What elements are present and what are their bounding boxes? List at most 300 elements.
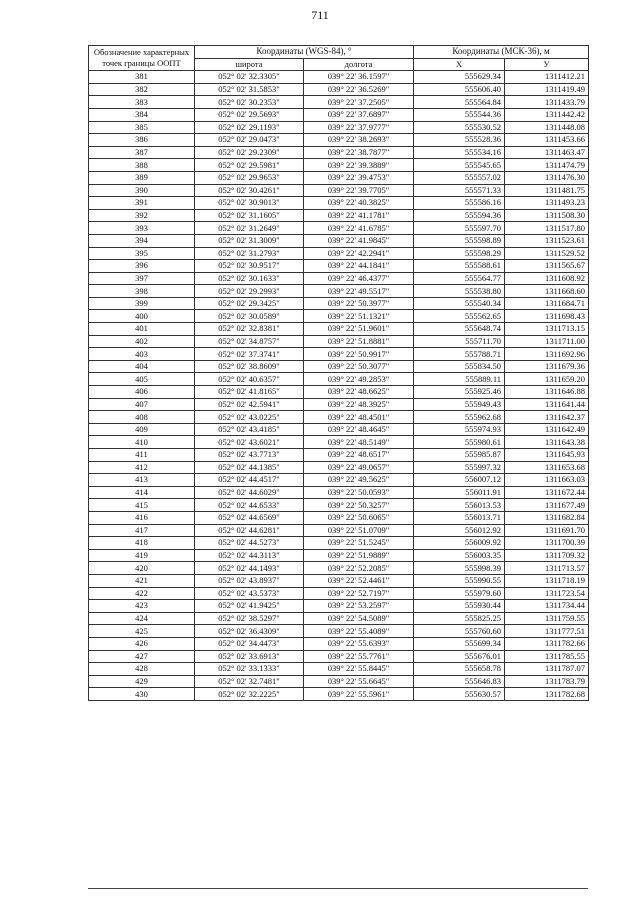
- coordinates-table: [88, 45, 589, 701]
- table-row: [89, 386, 589, 399]
- y-cell: 1311692.96: [505, 348, 589, 361]
- longitude-cell: 039° 22' 50.3257": [304, 499, 414, 512]
- latitude-cell: 052° 02' 44.4517": [195, 474, 304, 487]
- x-cell: 555571.33: [414, 184, 505, 197]
- point-number-cell: 429: [89, 675, 195, 688]
- longitude-cell: 039° 22' 41.9845": [304, 234, 414, 247]
- point-number-cell: 415: [89, 499, 195, 512]
- point-number-cell: 420: [89, 562, 195, 575]
- point-number-cell: 398: [89, 285, 195, 298]
- y-cell: 1311463.47: [505, 146, 589, 159]
- longitude-cell: 039° 22' 51.0709": [304, 524, 414, 537]
- table-row: [89, 297, 589, 310]
- latitude-cell: 052° 02' 30.9013": [195, 197, 304, 210]
- longitude-cell: 039° 22' 55.8445": [304, 663, 414, 676]
- latitude-cell: 052° 02' 43.4185": [195, 423, 304, 436]
- longitude-cell: 039° 22' 52.4461": [304, 574, 414, 587]
- latitude-cell: 052° 02' 41.8165": [195, 386, 304, 399]
- point-number-cell: 425: [89, 625, 195, 638]
- longitude-cell: 039° 22' 39.4753": [304, 171, 414, 184]
- x-cell: 555588.61: [414, 260, 505, 273]
- point-number-cell: 395: [89, 247, 195, 260]
- y-cell: 1311659.20: [505, 373, 589, 386]
- table-row: [89, 247, 589, 260]
- point-number-cell: 390: [89, 184, 195, 197]
- x-header: X: [414, 58, 505, 71]
- y-cell: 1311759.55: [505, 612, 589, 625]
- point-number-cell: 383: [89, 96, 195, 109]
- x-cell: 555699.34: [414, 637, 505, 650]
- latitude-cell: 052° 02' 29.0473": [195, 134, 304, 147]
- point-number-cell: 410: [89, 436, 195, 449]
- point-number-cell: 393: [89, 222, 195, 235]
- longitude-cell: 039° 22' 55.4089": [304, 625, 414, 638]
- x-cell: 555974.93: [414, 423, 505, 436]
- x-cell: 555990.55: [414, 574, 505, 587]
- y-cell: 1311723.54: [505, 587, 589, 600]
- latitude-cell: 052° 02' 30.4261": [195, 184, 304, 197]
- x-cell: 555648.74: [414, 323, 505, 336]
- y-cell: 1311493.23: [505, 197, 589, 210]
- x-cell: 555979.60: [414, 587, 505, 600]
- latitude-cell: 052° 02' 31.3009": [195, 234, 304, 247]
- y-cell: 1311642.37: [505, 411, 589, 424]
- point-number-cell: 394: [89, 234, 195, 247]
- latitude-cell: 052° 02' 32.7481": [195, 675, 304, 688]
- x-cell: 555825.25: [414, 612, 505, 625]
- point-number-cell: 414: [89, 486, 195, 499]
- longitude-cell: 039° 22' 55.6393": [304, 637, 414, 650]
- y-cell: 1311711.00: [505, 335, 589, 348]
- point-number-cell: 412: [89, 461, 195, 474]
- point-number-cell: 417: [89, 524, 195, 537]
- y-cell: 1311785.55: [505, 650, 589, 663]
- table-row: [89, 360, 589, 373]
- point-number-cell: 406: [89, 386, 195, 399]
- table-row: [89, 449, 589, 462]
- table-row: [89, 612, 589, 625]
- table-row: [89, 688, 589, 701]
- x-cell: 555834.50: [414, 360, 505, 373]
- point-number-cell: 423: [89, 600, 195, 613]
- point-number-cell: 403: [89, 348, 195, 361]
- longitude-cell: 039° 22' 50.9917": [304, 348, 414, 361]
- x-cell: 555925.46: [414, 386, 505, 399]
- x-cell: 555540.34: [414, 297, 505, 310]
- point-number-cell: 424: [89, 612, 195, 625]
- table-row: [89, 398, 589, 411]
- y-cell: 1311691.70: [505, 524, 589, 537]
- table-row: [89, 260, 589, 273]
- longitude-cell: 039° 22' 49.2853": [304, 373, 414, 386]
- point-number-cell: 419: [89, 549, 195, 562]
- point-number-cell: 430: [89, 688, 195, 701]
- table-row: [89, 121, 589, 134]
- longitude-cell: 039° 22' 51.5245": [304, 537, 414, 550]
- x-cell: 555597.70: [414, 222, 505, 235]
- longitude-cell: 039° 22' 39.7705": [304, 184, 414, 197]
- point-number-cell: 396: [89, 260, 195, 273]
- longitude-cell: 039° 22' 55.7761": [304, 650, 414, 663]
- table-row: [89, 637, 589, 650]
- x-cell: 555534.16: [414, 146, 505, 159]
- msk-header: Координаты (МСК-36), м: [414, 46, 589, 59]
- table-row: [89, 310, 589, 323]
- footer-rule: [88, 888, 588, 889]
- y-cell: 1311679.36: [505, 360, 589, 373]
- y-cell: 1311608.92: [505, 272, 589, 285]
- table-row: [89, 474, 589, 487]
- longitude-cell: 039° 22' 53.2597": [304, 600, 414, 613]
- point-number-cell: 400: [89, 310, 195, 323]
- y-cell: 1311672.44: [505, 486, 589, 499]
- table-row: [89, 209, 589, 222]
- longitude-cell: 039° 22' 52.7197": [304, 587, 414, 600]
- lon-header: долгота: [304, 58, 414, 71]
- table-row: [89, 574, 589, 587]
- latitude-cell: 052° 02' 42.5941": [195, 398, 304, 411]
- y-cell: 1311448.08: [505, 121, 589, 134]
- point-number-cell: 384: [89, 108, 195, 121]
- x-cell: 555658.78: [414, 663, 505, 676]
- x-cell: 555949.43: [414, 398, 505, 411]
- x-cell: 555997.32: [414, 461, 505, 474]
- point-number-cell: 404: [89, 360, 195, 373]
- latitude-cell: 052° 02' 43.5373": [195, 587, 304, 600]
- y-cell: 1311668.60: [505, 285, 589, 298]
- x-cell: 555930.44: [414, 600, 505, 613]
- latitude-cell: 052° 02' 37.3741": [195, 348, 304, 361]
- longitude-cell: 039° 22' 40.3825": [304, 197, 414, 210]
- x-cell: 556011.91: [414, 486, 505, 499]
- latitude-cell: 052° 02' 34.8757": [195, 335, 304, 348]
- y-cell: 1311700.39: [505, 537, 589, 550]
- y-cell: 1311641.44: [505, 398, 589, 411]
- y-cell: 1311643.38: [505, 436, 589, 449]
- y-cell: 1311782.68: [505, 688, 589, 701]
- y-cell: 1311713.15: [505, 323, 589, 336]
- point-number-cell: 416: [89, 511, 195, 524]
- x-cell: 556007.12: [414, 474, 505, 487]
- longitude-cell: 039° 22' 50.6065": [304, 511, 414, 524]
- table-row: [89, 537, 589, 550]
- x-cell: 555646.83: [414, 675, 505, 688]
- longitude-cell: 039° 22' 54.5089": [304, 612, 414, 625]
- point-number-cell: 389: [89, 171, 195, 184]
- point-number-cell: 385: [89, 121, 195, 134]
- latitude-cell: 052° 02' 44.1493": [195, 562, 304, 575]
- table-row: [89, 663, 589, 676]
- point-number-cell: 388: [89, 159, 195, 172]
- latitude-cell: 052° 02' 33.1333": [195, 663, 304, 676]
- x-cell: 555598.29: [414, 247, 505, 260]
- point-number-cell: 418: [89, 537, 195, 550]
- point-number-cell: 428: [89, 663, 195, 676]
- latitude-cell: 052° 02' 29.2993": [195, 285, 304, 298]
- points-header: Обозначение характерных точек границы ООПТ: [89, 46, 195, 71]
- latitude-cell: 052° 02' 33.6913": [195, 650, 304, 663]
- table-row: [89, 285, 589, 298]
- latitude-cell: 052° 02' 38.8609": [195, 360, 304, 373]
- latitude-cell: 052° 02' 43.0225": [195, 411, 304, 424]
- longitude-cell: 039° 22' 36.1597": [304, 71, 414, 84]
- table-row: [89, 171, 589, 184]
- longitude-cell: 039° 22' 51.1321": [304, 310, 414, 323]
- point-number-cell: 401: [89, 323, 195, 336]
- x-cell: 555562.65: [414, 310, 505, 323]
- x-cell: 556013.53: [414, 499, 505, 512]
- longitude-cell: 039° 22' 36.5269": [304, 83, 414, 96]
- point-number-cell: 392: [89, 209, 195, 222]
- longitude-cell: 039° 22' 39.3889": [304, 159, 414, 172]
- table-row: [89, 146, 589, 159]
- longitude-cell: 039° 22' 50.3077": [304, 360, 414, 373]
- latitude-cell: 052° 02' 44.6533": [195, 499, 304, 512]
- longitude-cell: 039° 22' 46.4377": [304, 272, 414, 285]
- lat-header: широта: [195, 58, 304, 71]
- latitude-cell: 052° 02' 29.1193": [195, 121, 304, 134]
- longitude-cell: 039° 22' 48.6517": [304, 449, 414, 462]
- point-number-cell: 386: [89, 134, 195, 147]
- x-cell: 555530.52: [414, 121, 505, 134]
- latitude-cell: 052° 02' 38.5297": [195, 612, 304, 625]
- longitude-cell: 039° 22' 55.5961": [304, 688, 414, 701]
- table-row: [89, 71, 589, 84]
- latitude-cell: 052° 02' 44.5273": [195, 537, 304, 550]
- y-cell: 1311682.84: [505, 511, 589, 524]
- x-cell: 555962.68: [414, 411, 505, 424]
- longitude-cell: 039° 22' 50.0593": [304, 486, 414, 499]
- longitude-cell: 039° 22' 49.5517": [304, 285, 414, 298]
- point-number-cell: 413: [89, 474, 195, 487]
- latitude-cell: 052° 02' 32.8381": [195, 323, 304, 336]
- table-row: [89, 96, 589, 109]
- y-cell: 1311453.66: [505, 134, 589, 147]
- latitude-cell: 052° 02' 29.3425": [195, 297, 304, 310]
- table-body: [89, 71, 589, 701]
- latitude-cell: 052° 02' 30.1633": [195, 272, 304, 285]
- y-cell: 1311734.44: [505, 600, 589, 613]
- x-cell: 555586.16: [414, 197, 505, 210]
- point-number-cell: 422: [89, 587, 195, 600]
- table-row: [89, 499, 589, 512]
- latitude-cell: 052° 02' 32.2225": [195, 688, 304, 701]
- y-cell: 1311787.07: [505, 663, 589, 676]
- longitude-cell: 039° 22' 48.4501": [304, 411, 414, 424]
- longitude-cell: 039° 22' 41.1781": [304, 209, 414, 222]
- latitude-cell: 052° 02' 31.2649": [195, 222, 304, 235]
- latitude-cell: 052° 02' 31.2793": [195, 247, 304, 260]
- latitude-cell: 052° 02' 43.8937": [195, 574, 304, 587]
- longitude-cell: 039° 22' 48.4645": [304, 423, 414, 436]
- longitude-cell: 039° 22' 48.3925": [304, 398, 414, 411]
- table-row: [89, 486, 589, 499]
- table-row: [89, 323, 589, 336]
- longitude-cell: 039° 22' 48.5149": [304, 436, 414, 449]
- y-cell: 1311565.67: [505, 260, 589, 273]
- y-cell: 1311713.57: [505, 562, 589, 575]
- latitude-cell: 052° 02' 31.1605": [195, 209, 304, 222]
- latitude-cell: 052° 02' 30.0589": [195, 310, 304, 323]
- latitude-cell: 052° 02' 44.6029": [195, 486, 304, 499]
- x-cell: 555564.77: [414, 272, 505, 285]
- y-cell: 1311684.71: [505, 297, 589, 310]
- y-cell: 1311677.49: [505, 499, 589, 512]
- table-row: [89, 411, 589, 424]
- table-row: [89, 159, 589, 172]
- wgs-header: Координаты (WGS-84), °: [195, 46, 414, 59]
- point-number-cell: 391: [89, 197, 195, 210]
- table-row: [89, 524, 589, 537]
- y-cell: 1311709.32: [505, 549, 589, 562]
- table-row: [89, 600, 589, 613]
- point-number-cell: 408: [89, 411, 195, 424]
- point-number-cell: 409: [89, 423, 195, 436]
- y-cell: 1311718.19: [505, 574, 589, 587]
- latitude-cell: 052° 02' 36.4309": [195, 625, 304, 638]
- latitude-cell: 052° 02' 40.6357": [195, 373, 304, 386]
- latitude-cell: 052° 02' 41.9425": [195, 600, 304, 613]
- y-cell: 1311529.52: [505, 247, 589, 260]
- x-cell: 555598.89: [414, 234, 505, 247]
- point-number-cell: 405: [89, 373, 195, 386]
- longitude-cell: 039° 22' 44.1841": [304, 260, 414, 273]
- longitude-cell: 039° 22' 50.3977": [304, 297, 414, 310]
- longitude-cell: 039° 22' 55.6645": [304, 675, 414, 688]
- table-row: [89, 234, 589, 247]
- table-row: [89, 272, 589, 285]
- point-number-cell: 387: [89, 146, 195, 159]
- longitude-cell: 039° 22' 52.2085": [304, 562, 414, 575]
- y-cell: 1311523.61: [505, 234, 589, 247]
- table-row: [89, 461, 589, 474]
- x-cell: 556012.92: [414, 524, 505, 537]
- longitude-cell: 039° 22' 38.2693": [304, 134, 414, 147]
- x-cell: 555676.01: [414, 650, 505, 663]
- y-cell: 1311517.80: [505, 222, 589, 235]
- latitude-cell: 052° 02' 29.5693": [195, 108, 304, 121]
- x-cell: 555594.36: [414, 209, 505, 222]
- table-row: [89, 650, 589, 663]
- point-number-cell: 399: [89, 297, 195, 310]
- y-cell: 1311412.21: [505, 71, 589, 84]
- x-cell: 555711.70: [414, 335, 505, 348]
- x-cell: 556013.71: [414, 511, 505, 524]
- table-row: [89, 108, 589, 121]
- longitude-cell: 039° 22' 41.6785": [304, 222, 414, 235]
- y-cell: 1311698.43: [505, 310, 589, 323]
- longitude-cell: 039° 22' 37.9777": [304, 121, 414, 134]
- point-number-cell: 426: [89, 637, 195, 650]
- longitude-cell: 039° 22' 49.5625": [304, 474, 414, 487]
- x-cell: 556003.35: [414, 549, 505, 562]
- x-cell: 555606.40: [414, 83, 505, 96]
- longitude-cell: 039° 22' 51.9889": [304, 549, 414, 562]
- x-cell: 556009.92: [414, 537, 505, 550]
- y-cell: 1311782.66: [505, 637, 589, 650]
- latitude-cell: 052° 02' 43.7713": [195, 449, 304, 462]
- latitude-cell: 052° 02' 32.3305": [195, 71, 304, 84]
- longitude-cell: 039° 22' 51.8881": [304, 335, 414, 348]
- x-cell: 555545.65: [414, 159, 505, 172]
- y-header: У: [505, 58, 589, 71]
- point-number-cell: 382: [89, 83, 195, 96]
- y-cell: 1311481.75: [505, 184, 589, 197]
- y-cell: 1311653.68: [505, 461, 589, 474]
- table-row: [89, 423, 589, 436]
- table-row: [89, 134, 589, 147]
- x-cell: 555630.57: [414, 688, 505, 701]
- point-number-cell: 407: [89, 398, 195, 411]
- y-cell: 1311645.93: [505, 449, 589, 462]
- y-cell: 1311474.79: [505, 159, 589, 172]
- latitude-cell: 052° 02' 29.5981": [195, 159, 304, 172]
- point-number-cell: 402: [89, 335, 195, 348]
- y-cell: 1311433.79: [505, 96, 589, 109]
- table-row: [89, 675, 589, 688]
- table-row: [89, 222, 589, 235]
- latitude-cell: 052° 02' 31.5853": [195, 83, 304, 96]
- table-row: [89, 335, 589, 348]
- table-row: [89, 348, 589, 361]
- point-number-cell: 381: [89, 71, 195, 84]
- longitude-cell: 039° 22' 37.2505": [304, 96, 414, 109]
- longitude-cell: 039° 22' 51.9601": [304, 323, 414, 336]
- table-row: [89, 625, 589, 638]
- x-cell: 555760.60: [414, 625, 505, 638]
- y-cell: 1311777.51: [505, 625, 589, 638]
- table-row: [89, 549, 589, 562]
- longitude-cell: 039° 22' 49.0657": [304, 461, 414, 474]
- table-row: [89, 184, 589, 197]
- point-number-cell: 427: [89, 650, 195, 663]
- y-cell: 1311442.42: [505, 108, 589, 121]
- y-cell: 1311508.30: [505, 209, 589, 222]
- table-row: [89, 562, 589, 575]
- latitude-cell: 052° 02' 29.2309": [195, 146, 304, 159]
- table-row: [89, 587, 589, 600]
- latitude-cell: 052° 02' 44.3113": [195, 549, 304, 562]
- y-cell: 1311783.79: [505, 675, 589, 688]
- x-cell: 555629.34: [414, 71, 505, 84]
- y-cell: 1311646.88: [505, 386, 589, 399]
- page-number: 711: [311, 8, 329, 22]
- latitude-cell: 052° 02' 29.9653": [195, 171, 304, 184]
- table-row: [89, 197, 589, 210]
- x-cell: 555985.87: [414, 449, 505, 462]
- table-row: [89, 373, 589, 386]
- x-cell: 555980.61: [414, 436, 505, 449]
- latitude-cell: 052° 02' 30.2353": [195, 96, 304, 109]
- table-row: [89, 436, 589, 449]
- longitude-cell: 039° 22' 48.6625": [304, 386, 414, 399]
- y-cell: 1311419.49: [505, 83, 589, 96]
- latitude-cell: 052° 02' 44.6281": [195, 524, 304, 537]
- x-cell: 555557.02: [414, 171, 505, 184]
- longitude-cell: 039° 22' 38.7877": [304, 146, 414, 159]
- y-cell: 1311476.30: [505, 171, 589, 184]
- table-row: [89, 511, 589, 524]
- y-cell: 1311642.49: [505, 423, 589, 436]
- x-cell: 555544.36: [414, 108, 505, 121]
- x-cell: 555564.84: [414, 96, 505, 109]
- point-number-cell: 397: [89, 272, 195, 285]
- longitude-cell: 039° 22' 42.2941": [304, 247, 414, 260]
- latitude-cell: 052° 02' 43.6021": [195, 436, 304, 449]
- y-cell: 1311663.03: [505, 474, 589, 487]
- latitude-cell: 052° 02' 44.6569": [195, 511, 304, 524]
- x-cell: 555528.36: [414, 134, 505, 147]
